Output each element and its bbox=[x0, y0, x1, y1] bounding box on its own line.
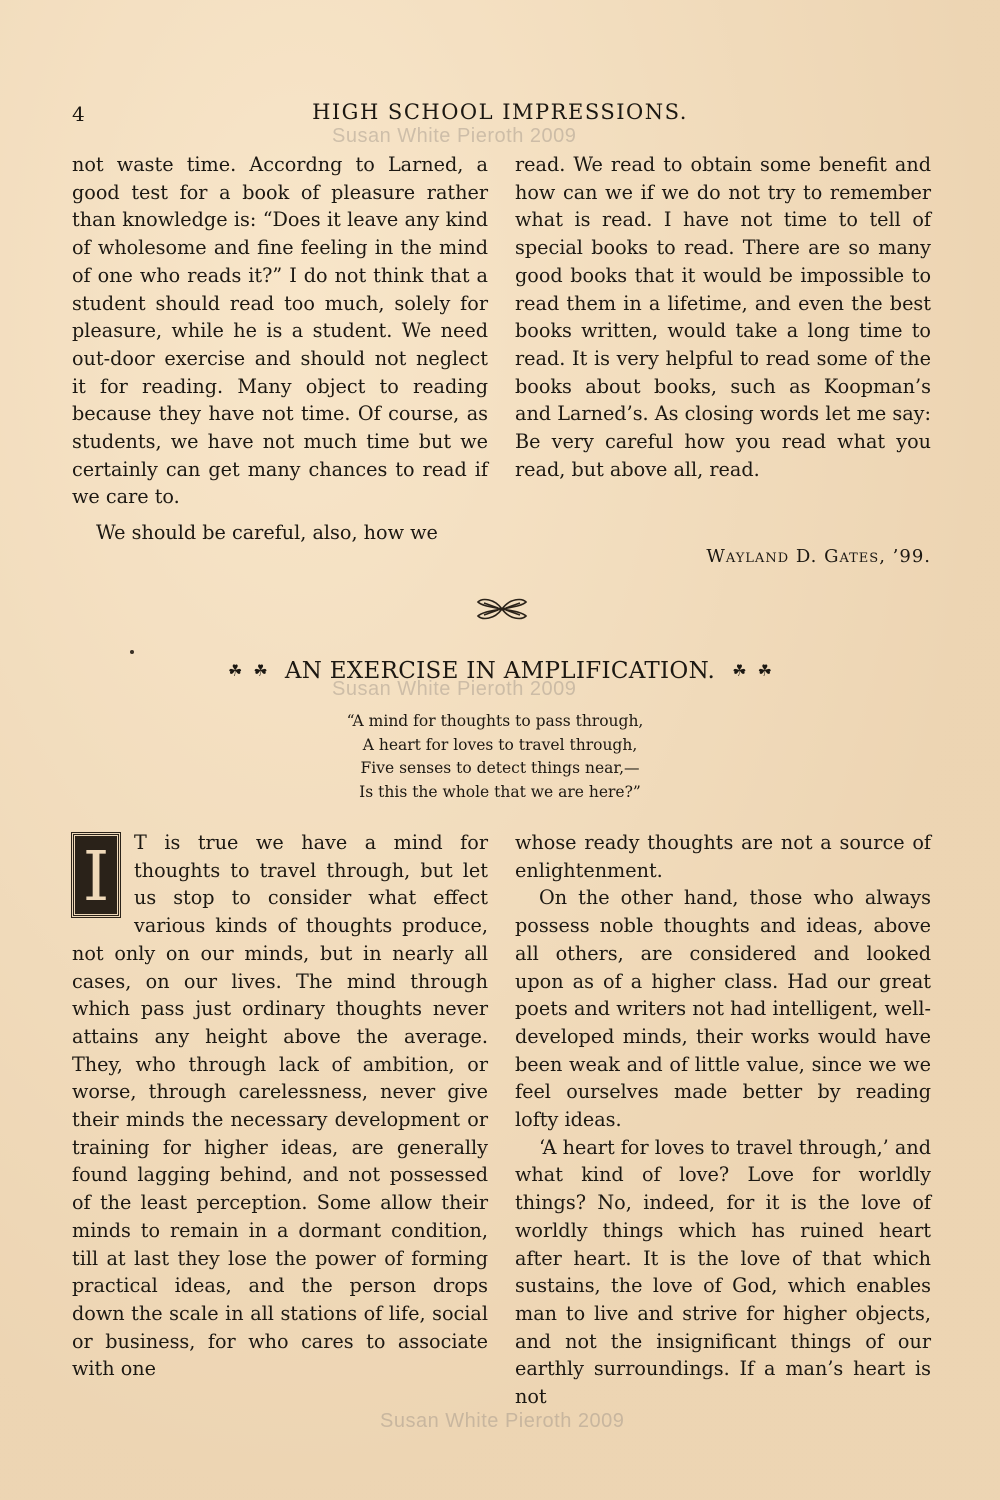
leaf-ornament-icon: ☘ bbox=[228, 661, 243, 680]
section-divider-ornament bbox=[474, 594, 530, 624]
epigraph-line: Five senses to detect things near,— bbox=[360, 759, 640, 777]
paragraph: ‘A heart for loves to travel through,’ and what kind of love? Love for worldly things? No, indeed, for it is the love of worldly things which has ruined heart after heart. It is the love of that which sustains, the love of God, which enables man to live and strive for higher objects, and not the insignificant things of our earthly surroundings. If a man’s heart is not bbox=[515, 1135, 931, 1409]
leaf-ornament-icon: ☘ bbox=[757, 661, 772, 680]
paragraph: We should be careful, also, how we bbox=[96, 521, 438, 545]
paragraph: T is true we have a mind for thoughts to travel through, but let us stop to consider what effect various kinds of thoughts produce, not only on our minds, but in nearly all cases, on our lives. The mind through which pass just ordinary thoughts never attains any height above the average. They, who through lack of ambition, or worse, through carelessness, never give their minds the necessary development or training for higher ideas, are generally found lagging behind, and not possessed of the least perception. Some allow their minds to remain in a dormant condition, till at last they lose the power of forming practical ideas, and the person drops down the scale in all stations of life, social or business, for who cares to associate with one bbox=[72, 831, 488, 1381]
leaf-ornament-icon: ☘ bbox=[253, 661, 268, 680]
article2-right-column bbox=[515, 829, 931, 1411]
running-title: HIGH SCHOOL IMPRESSIONS. bbox=[312, 100, 688, 124]
watermark-bottom: Susan White Pieroth 2009 bbox=[380, 1410, 625, 1432]
author-signature: Wayland D. Gates, ’99. bbox=[706, 546, 931, 567]
article2-left-column bbox=[72, 829, 488, 1383]
epigraph-line: Is this the whole that we are here?” bbox=[359, 782, 641, 801]
page-number: 4 bbox=[72, 102, 85, 126]
article1-left-column bbox=[72, 151, 488, 547]
paragraph: read. We read to obtain some benefit and how can we if we do not try to remember what is read. I have not time to tell of special books to read. There are so many good books that it would be impossible to read them in a lifetime, and even the best books written, would take a long time to read. It is very helpful to read some of the books about books, such as Koopman’s and Larned’s. As closing words let me say: Be very careful how you read what you read, but above all, read. bbox=[515, 153, 931, 481]
paragraph: not waste time. Accordng to Larned, a good test for a book of pleasure rather than knowledge is: “Does it leave any kind of wholesome and fine feeling in the mind of one who reads it?” I do not think that a student should read too much, solely for pleasure, while he is a student. We need out-door exercise and should not neglect it for reading. Many object to reading because they have not time. Of course, as students, we have not much time but we certainly can get many chances to read if we care to. bbox=[72, 153, 488, 509]
drop-cap: I bbox=[72, 833, 120, 917]
paragraph: whose ready thoughts are not a source of enlightenment. bbox=[515, 831, 931, 882]
article1-right-column bbox=[515, 151, 931, 483]
epigraph-line: “A mind for thoughts to pass through, bbox=[346, 712, 644, 730]
article-title: AN EXERCISE IN AMPLIFICATION. bbox=[284, 658, 716, 684]
epigraph bbox=[250, 710, 750, 804]
leaf-ornament-icon: ☘ bbox=[732, 661, 747, 680]
paragraph: On the other hand, those who always possess noble thoughts and ideas, above all others, are considered and looked upon as of a higher class. Had our great poets and writers not had intelligent, well-developed minds, their works would have been weak and of little value, since we we feel ourselves made better by reading lofty ideas. bbox=[515, 886, 931, 1132]
watermark-middle: Susan White Pieroth 2009 bbox=[332, 678, 577, 700]
ink-speck bbox=[130, 650, 134, 654]
watermark-top: Susan White Pieroth 2009 bbox=[332, 125, 577, 147]
epigraph-line: A heart for loves to travel through, bbox=[362, 735, 638, 754]
